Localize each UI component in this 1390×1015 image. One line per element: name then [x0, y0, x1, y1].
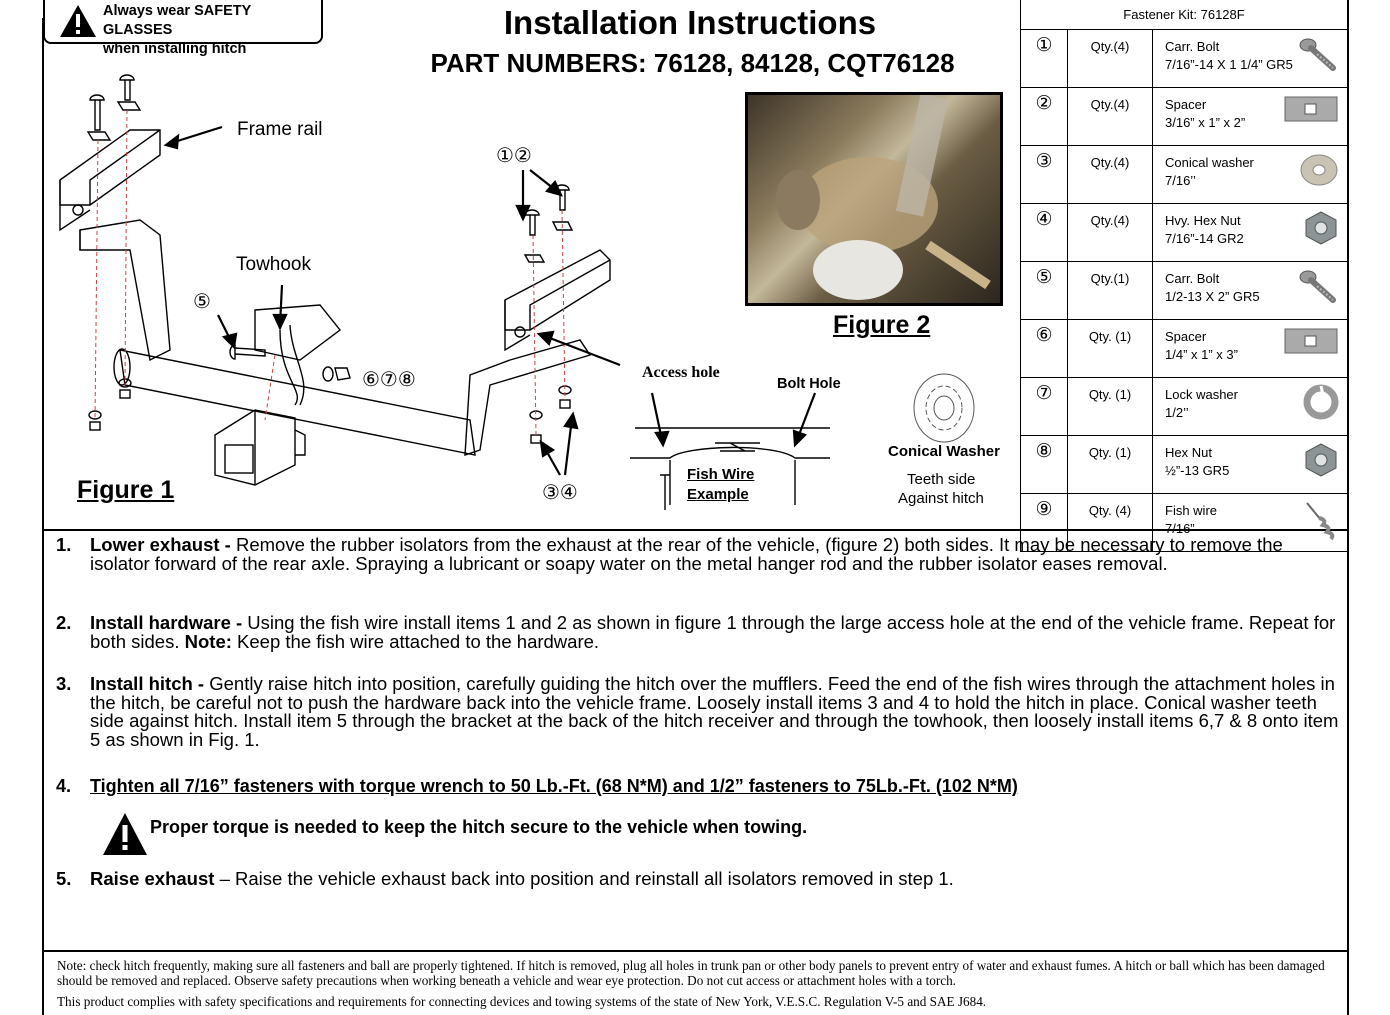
- right-bolts: [525, 185, 572, 262]
- safety-text: [103, 2, 321, 59]
- step-2-note-text: Keep the fish wire attached to the hardware.: [231, 630, 600, 652]
- conical-washer-line-2: Against hitch: [898, 490, 984, 507]
- carriage-bolt-icon: [1299, 36, 1339, 77]
- fastener-spec: 3/16” x 1” x 2”: [1165, 115, 1246, 130]
- step-3: [56, 675, 1341, 749]
- fastener-quantity: Qty. (1): [1068, 436, 1153, 494]
- fastener-spec: 7/16”-14 X 1 1/4” GR5: [1165, 57, 1293, 72]
- fastener-description: [1153, 378, 1348, 436]
- lock-washer-icon: [1303, 384, 1339, 425]
- fastener-row: [1021, 320, 1348, 378]
- fastener-quantity: Qty.(4): [1068, 88, 1153, 146]
- fish-wire-label-1: Fish Wire: [687, 466, 755, 483]
- right-frame-rail: [505, 250, 610, 350]
- left-frame-rail: [60, 130, 160, 230]
- conical-washer-drawing: [912, 372, 976, 444]
- right-hitch-bracket: [465, 340, 590, 455]
- fastener-row: [1021, 204, 1348, 262]
- step-1-title: Lower exhaust -: [90, 534, 236, 555]
- bolt-hole-label: Bolt Hole: [777, 376, 841, 392]
- alignment-lines: [95, 110, 565, 435]
- step-3-text: Gently raise hitch into position, carefully guiding the hitch over the mufflers. Feed the end of the fish wires through the attachment holes in the hitch, be careful not to push the hardware back into the vehicle frame. Loosely install items 3 and 4 to hold the hitch in place. Conical washer teeth side against hitch. Install item 5 through the bracket at the back of the hitch receiver and through the towhook, then loosely install items 6,7 & 8 onto item 5 as shown in Fig. 1.: [90, 673, 1339, 750]
- towhook-part: [255, 305, 340, 405]
- torque-warning-text: Proper torque is needed to keep the hitch secure to the vehicle when towing.: [150, 817, 808, 837]
- fastener-item-number: ⑧: [1021, 436, 1068, 494]
- callout-1-2: ①②: [496, 145, 532, 167]
- safety-line-2: when installing hitch: [103, 41, 247, 57]
- step-4-number: 4.: [56, 776, 72, 796]
- hex-nut-icon: [1303, 442, 1339, 483]
- safety-glasses-banner: [43, 0, 323, 57]
- figure-2-photo: [745, 92, 1003, 306]
- fastener-row: [1021, 378, 1348, 436]
- step-2: [56, 614, 1341, 651]
- step-3-number: 3.: [56, 673, 72, 694]
- step-5-text: – Raise the vehicle exhaust back into position and reinstall all isolators removed in step 1.: [214, 868, 954, 889]
- fastener-quantity: Qty.(4): [1068, 204, 1153, 262]
- exhaust-muffler-photo: [748, 95, 1000, 303]
- fastener-spec: 1/4” x 1” x 3”: [1165, 347, 1238, 362]
- fastener-item-number: ⑥: [1021, 320, 1068, 378]
- page-title: Installation Instructions: [503, 4, 877, 41]
- item-5-bolt: [230, 345, 265, 359]
- fastener-name: Spacer: [1165, 329, 1207, 344]
- fastener-item-number: ①: [1021, 30, 1068, 88]
- fastener-kit-title: Fastener Kit: 76128F: [1021, 0, 1348, 30]
- safety-note: Note: check hitch frequently, making sure all fasteners and ball are properly tightened. If hitch is removed, plug all holes in trunk pan or other body panels to prevent entry of water and exhaust fumes. A hitch or ball which has been damaged should be removed and replaced. Observe safety precautions when working beneath a vehicle and wear eye protection. Do not cut access or attachment holes with a torch.: [57, 958, 1325, 988]
- spacer-icon: [1283, 94, 1339, 129]
- fastener-quantity: Qty.(4): [1068, 30, 1153, 88]
- fastener-name: Hex Nut: [1165, 445, 1212, 460]
- fastener-row: [1021, 262, 1348, 320]
- fastener-item-number: ④: [1021, 204, 1068, 262]
- part-numbers: PART NUMBERS: 76128, 84128, CQT76128: [430, 48, 955, 78]
- fastener-kit-header: [1021, 0, 1348, 30]
- callout-5: ⑤: [193, 291, 211, 313]
- hitch-receiver: [215, 410, 305, 485]
- fastener-spec: 1/2-13 X 2” GR5: [1165, 289, 1260, 304]
- fastener-name: Carr. Bolt: [1165, 39, 1220, 54]
- compliance-note: This product complies with safety specifications and requirements for connecting devices and towing systems of the state of New York, V.E.S.C. Regulation V-5 and SAE J684.: [57, 994, 987, 1009]
- fastener-item-number: ②: [1021, 88, 1068, 146]
- fastener-quantity: Qty. (1): [1068, 378, 1153, 436]
- warning-icon: [59, 4, 97, 38]
- fish-wire-label-2: Example: [687, 486, 749, 503]
- fastener-quantity: Qty.(1): [1068, 262, 1153, 320]
- hex-nut-icon: [1303, 210, 1339, 251]
- fastener-item-number: ⑨: [1021, 494, 1068, 552]
- fastener-name: Conical washer: [1165, 155, 1254, 170]
- conical-washer-title: Conical Washer: [888, 443, 1000, 460]
- torque-warning-icon: [102, 812, 148, 856]
- footer-notes: [57, 958, 1337, 1009]
- fastener-row: [1021, 436, 1348, 494]
- fastener-row: [1021, 30, 1348, 88]
- fastener-spec: 7/16”: [1165, 521, 1195, 536]
- fastener-name: Spacer: [1165, 97, 1207, 112]
- fastener-quantity: Qty. (4): [1068, 494, 1153, 552]
- figure-1-caption: Figure 1: [77, 476, 175, 504]
- step-2-number: 2.: [56, 612, 72, 633]
- step-5-title: Raise exhaust: [90, 868, 215, 889]
- fastener-name: Hvy. Hex Nut: [1165, 213, 1241, 228]
- fastener-description: [1153, 146, 1348, 204]
- step-1-number: 1.: [56, 534, 72, 555]
- figure-2-caption: Figure 2: [833, 311, 931, 339]
- fastener-spec: 1/2’’: [1165, 405, 1189, 420]
- fastener-description: [1153, 320, 1348, 378]
- step-5-number: 5.: [56, 868, 72, 889]
- left-hitch-bracket: [80, 220, 170, 360]
- safety-line-1: Always wear SAFETY GLASSES: [103, 3, 252, 38]
- step-2-note-label: Note:: [184, 630, 232, 652]
- conical-washer-line-1: Teeth side: [907, 471, 976, 488]
- step-2-title: Install hardware -: [90, 612, 248, 633]
- fastener-quantity: Qty. (1): [1068, 320, 1153, 378]
- fastener-row: [1021, 88, 1348, 146]
- fastener-spec: 7/16”-14 GR2: [1165, 231, 1244, 246]
- carriage-bolt-icon: [1299, 268, 1339, 309]
- fastener-description: [1153, 436, 1348, 494]
- fastener-name: Lock washer: [1165, 387, 1238, 402]
- fastener-description: [1153, 88, 1348, 146]
- fastener-kit-table: [1020, 0, 1348, 552]
- fastener-name: Fish wire: [1165, 503, 1218, 518]
- callout-3-4: ③④: [542, 482, 578, 504]
- step-3-title: Install hitch -: [90, 673, 210, 694]
- step-4: [56, 777, 1341, 796]
- fastener-description: [1153, 204, 1348, 262]
- step-2-text: Using the fish wire install items 1 and 2 as shown in figure 1 through the large access hole at the end of the vehicle frame. Repeat for both sides.: [90, 612, 1336, 652]
- fastener-spec: 7/16’’: [1165, 173, 1196, 188]
- figure-1-hitch-diagram: [50, 60, 710, 520]
- access-hole-label: Access hole: [642, 364, 720, 381]
- bottom-nuts: [89, 379, 571, 443]
- spacer-icon: [1283, 326, 1339, 361]
- fastener-item-number: ③: [1021, 146, 1068, 204]
- fastener-description: [1153, 262, 1348, 320]
- fastener-item-number: ⑤: [1021, 262, 1068, 320]
- fastener-name: Carr. Bolt: [1165, 271, 1220, 286]
- fastener-quantity: Qty.(4): [1068, 146, 1153, 204]
- step-1: [56, 536, 1341, 573]
- callout-6-7-8: ⑥⑦⑧: [362, 369, 416, 391]
- step-5: [56, 870, 1341, 889]
- step-4-text: Tighten all 7/16” fasteners with torque wrench to 50 Lb.-Ft. (68 N*M) and 1/2” fasteners to 75Lb.-Ft. (102 N*M): [90, 776, 1018, 796]
- fastener-description: [1153, 30, 1348, 88]
- frame-rail-label: Frame rail: [237, 119, 323, 140]
- section-divider-bottom: [42, 950, 1349, 952]
- items-6-7-8: [323, 367, 350, 381]
- towhook-label: Towhook: [236, 254, 311, 275]
- fastener-item-number: ⑦: [1021, 378, 1068, 436]
- fastener-spec: ½”-13 GR5: [1165, 463, 1230, 478]
- fastener-row: [1021, 146, 1348, 204]
- conical-washer-icon: [1299, 152, 1339, 193]
- step-1-text: Remove the rubber isolators from the exhaust at the rear of the vehicle, (figure 2) both sides. It may be necessary to remove the isolator forward of the rear axle. Spraying a lubricant or soapy water on the metal hanger rod and the rubber isolator eases removal.: [90, 534, 1283, 574]
- page-border-left: [42, 18, 44, 1015]
